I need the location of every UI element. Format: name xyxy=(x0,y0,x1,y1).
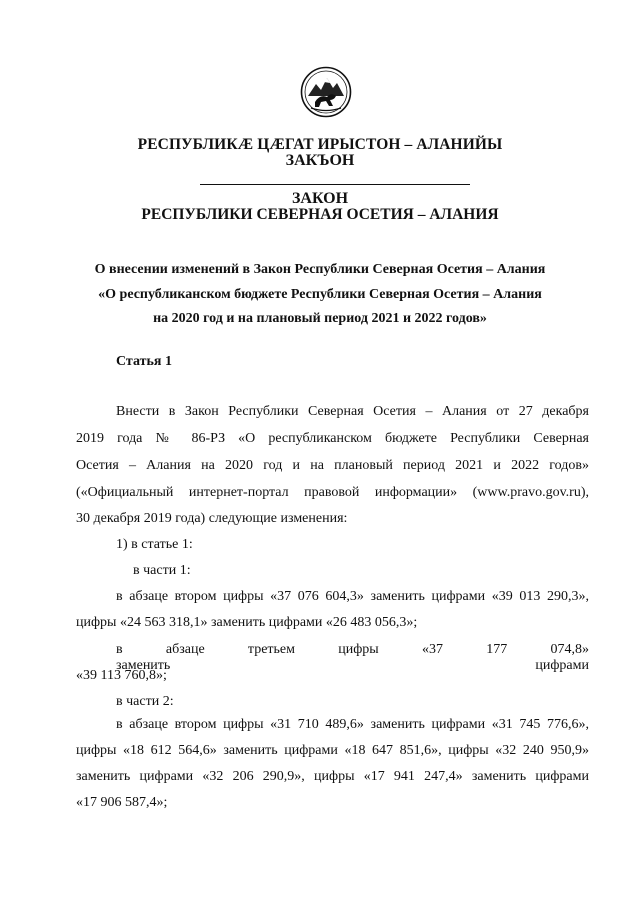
intro-line-3: Осетия – Алания на 2020 год и на плановый период 2021 и 2022 годов» xyxy=(76,458,589,473)
part-1-para-2-line-1: в абзаце втором цифры «37 076 604,3» заменить цифрами «39 013 290,3», xyxy=(116,589,589,604)
part-2-heading: в части 2: xyxy=(116,694,174,709)
ossetian-republic-title: РЕСПУБЛИКӔ ЦӔГАТ ИРЫСТОН – АЛАНИЙЫ xyxy=(137,136,503,153)
part-1-heading: в части 1: xyxy=(133,563,191,578)
part-2-para-2-line-3: заменить цифрами «32 206 290,9», цифры «17 941 247,4» заменить цифрами xyxy=(76,769,589,784)
part-1-para-3-line-1: в абзаце третьем цифры «37 177 074,8» заменить цифрами xyxy=(116,642,589,673)
intro-line-1: Внести в Закон Республики Северная Осетия – Алания от 27 декабря xyxy=(116,404,589,419)
republic-title: РЕСПУБЛИКИ СЕВЕРНАЯ ОСЕТИЯ – АЛАНИЯ xyxy=(141,206,499,223)
intro-line-4: («Официальный интернет-портал правовой информации» (www.pravo.gov.ru), xyxy=(76,485,589,500)
part-2-para-2-line-4: «17 906 587,4»; xyxy=(76,795,168,810)
part-2-para-2-line-2: цифры «18 612 564,6» заменить цифрами «18 647 851,6», цифры «32 240 950,9» xyxy=(76,743,589,758)
article-heading: Статья 1 xyxy=(116,354,172,369)
intro-line-2: 2019 года № 86-РЗ «О республиканском бюджете Республики Северная xyxy=(76,431,589,446)
ossetia-emblem-icon xyxy=(300,66,352,118)
intro-line-5: 30 декабря 2019 года) следующие изменения: xyxy=(76,511,348,526)
item-1: 1) в статье 1: xyxy=(116,537,193,552)
document-title-line-2: «О республиканском бюджете Республики Северная Осетия – Алания xyxy=(98,287,542,302)
ossetian-law-heading: ЗАКЪОН xyxy=(285,152,355,169)
header-divider xyxy=(200,184,470,185)
part-2-para-2-line-1: в абзаце втором цифры «31 710 489,6» заменить цифрами «31 745 776,6», xyxy=(116,717,589,732)
document-title-line-1: О внесении изменений в Закон Республики Северная Осетия – Алания xyxy=(94,262,546,277)
part-1-para-3-line-2: «39 113 760,8»; xyxy=(76,668,167,683)
document-title-line-3: на 2020 год и на плановый период 2021 и 2022 годов» xyxy=(153,311,487,326)
part-1-para-2-line-2: цифры «24 563 318,1» заменить цифрами «26 483 056,3»; xyxy=(76,615,418,630)
law-heading: ЗАКОН xyxy=(291,190,349,207)
